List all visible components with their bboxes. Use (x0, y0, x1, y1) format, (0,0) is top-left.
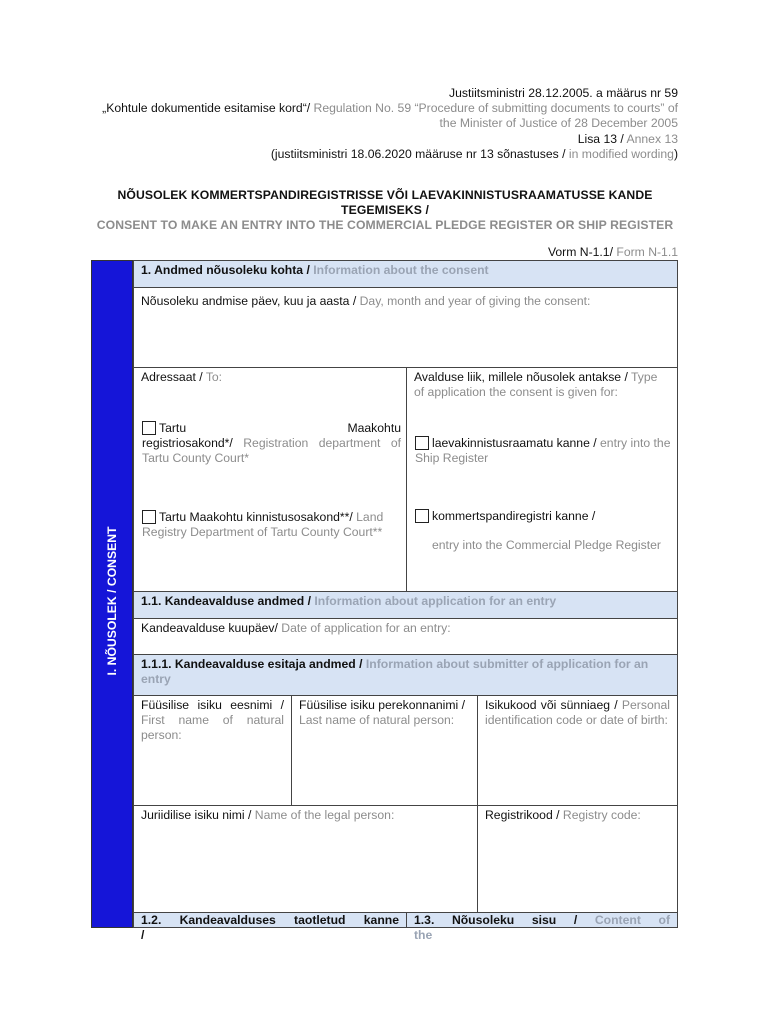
application-date-field[interactable] (133, 618, 678, 655)
addressee-label-en: To: (205, 370, 223, 384)
document-title (95, 188, 675, 233)
registry-code-label-en: Registry code: (562, 808, 641, 822)
application-type-label (407, 368, 677, 406)
regulation-header (100, 86, 678, 162)
header-line4 (100, 147, 678, 162)
section-1-1-title-et: 1.1. Kandeavalduse andmed / (141, 594, 315, 608)
last-name-field[interactable] (291, 695, 478, 806)
option-commercial-pledge (415, 509, 673, 524)
consent-date-label-et: Nõusoleku andmise päev, kuu ja aasta / (141, 294, 360, 308)
type1-label-en: entry into the Ship Register (415, 436, 671, 466)
form-code-et: Vorm N-1.1/ (547, 245, 613, 259)
type-label-en: Type of application the consent is given for: (414, 370, 658, 400)
title-en: CONSENT TO MAKE AN ENTRY INTO THE COMMERCIAL PLEDGE REGISTER OR SHIP REGISTER (96, 218, 674, 232)
section-1-1-1-title-en: Information about submitter of application for an entry (141, 657, 649, 687)
type2-label-en: entry into the Commercial Pledge Register (432, 538, 661, 552)
option-land-registry-department (142, 510, 401, 540)
form-code (400, 245, 678, 259)
title-et: NÕUSOLEK KOMMERTSPANDIREGISTRISSE VÕI LAEVAKINNISTUSRAAMATUSSE KANDE TEGEMISEKS / (117, 188, 653, 217)
application-date-label-et: Kandeavalduse kuupäev/ (141, 621, 282, 635)
last-name-label-et: Füüsilise isiku perekonnanimi / (299, 698, 465, 712)
type-label-et: Avalduse liik, millele nõusolek antakse / (414, 370, 632, 384)
section-1-header (133, 260, 678, 288)
commercial-pledge-checkbox[interactable] (415, 509, 429, 523)
legal-person-name-field[interactable] (133, 805, 478, 913)
section-1-2-header (133, 912, 407, 942)
header-line4-et: (justiitsministri 18.06.2020 määruse nr 13 sõnastuses / (270, 146, 569, 161)
section-1-1-header (133, 591, 678, 619)
first-name-field[interactable] (133, 695, 292, 806)
section-1-1-1-header (133, 654, 678, 696)
personal-id-label-et: Isikukood või sünniaeg / (485, 698, 622, 712)
consent-date-field[interactable] (133, 287, 678, 368)
first-name-label-et: Füüsilise isiku eesnimi / (141, 698, 284, 712)
opt1-label-en: Registration department of Tartu County Court* (142, 436, 401, 466)
type1-label-et: laevakinnistusraamatu kanne / (432, 436, 601, 450)
section-1-1-title-en: Information about application for an entry (314, 594, 557, 608)
section-1-2-title-et: 1.2. Kandeavalduses taotletud kanne / (141, 913, 399, 942)
header-line4-end: ) (673, 146, 678, 161)
consent-date-label-en: Day, month and year of giving the consent: (359, 294, 591, 308)
application-date-label-en: Date of application for an entry: (281, 621, 451, 635)
registry-code-label-et: Registrikood / (485, 808, 563, 822)
section-1-1-1-title-et: 1.1.1. Kandeavalduse esitaja andmed / (141, 657, 366, 671)
header-line4-en: in modified wording (568, 146, 674, 161)
legal-name-label-et: Juriidilise isiku nimi / (141, 808, 255, 822)
first-name-label-en: First name of natural person: (141, 713, 284, 743)
section-1-3-title-en: Content of the (414, 913, 671, 942)
form-code-en: Form N-1.1 (612, 245, 678, 259)
addressee-label (134, 368, 406, 391)
registration-department-checkbox[interactable] (142, 421, 156, 435)
last-name-label-en: Last name of natural person: (299, 713, 455, 728)
opt1-label-et: Tartu Maakohtu registriosakond*/ (142, 421, 401, 451)
ship-register-checkbox[interactable] (415, 436, 429, 450)
section-side-label (91, 260, 133, 928)
header-line3-et: Lisa 13 / (577, 131, 627, 146)
personal-id-field[interactable] (477, 695, 678, 806)
header-line1: Justiitsministri 28.12.2005. a määrus nr 59 (449, 86, 678, 100)
option-registration-department (142, 421, 401, 467)
section-1-title-en: Information about the consent (313, 263, 489, 277)
addressee-label-et: Adressaat / (141, 370, 206, 384)
side-label-text: I. NÕUSOLEK / CONSENT (105, 526, 119, 676)
section-1-3-header (406, 912, 678, 942)
section-1-title-et: 1. Andmed nõusoleku kohta / (141, 263, 314, 277)
header-line3-en: Annex 13 (626, 131, 678, 146)
registry-code-field[interactable] (477, 805, 678, 913)
legal-name-label-en: Name of the legal person: (254, 808, 395, 822)
opt2-label-et: Tartu Maakohtu kinnistusosakond**/ (159, 510, 353, 524)
header-line2-et: „Kohtule dokumentide esitamise kord“/ (102, 101, 311, 116)
addressee-cell (133, 367, 407, 592)
header-line2 (100, 101, 678, 131)
personal-id-label-en: Personal identification code or date of birth: (485, 698, 670, 728)
application-type-cell (406, 367, 678, 592)
option-ship-register (415, 436, 673, 466)
header-line2-en: Regulation No. 59 “Procedure of submitting documents to courts” of the Minister of Justice of 28 December 2005 (310, 101, 678, 131)
land-registry-checkbox[interactable] (142, 510, 156, 524)
section-1-3-title-et: 1.3. Nõusoleku sisu / (414, 913, 595, 927)
opt2-label-en: Land Registry Department of Tartu County Court** (142, 510, 384, 540)
header-line3 (100, 132, 678, 147)
type2-label-et: kommertspandiregistri kanne / (432, 509, 596, 523)
